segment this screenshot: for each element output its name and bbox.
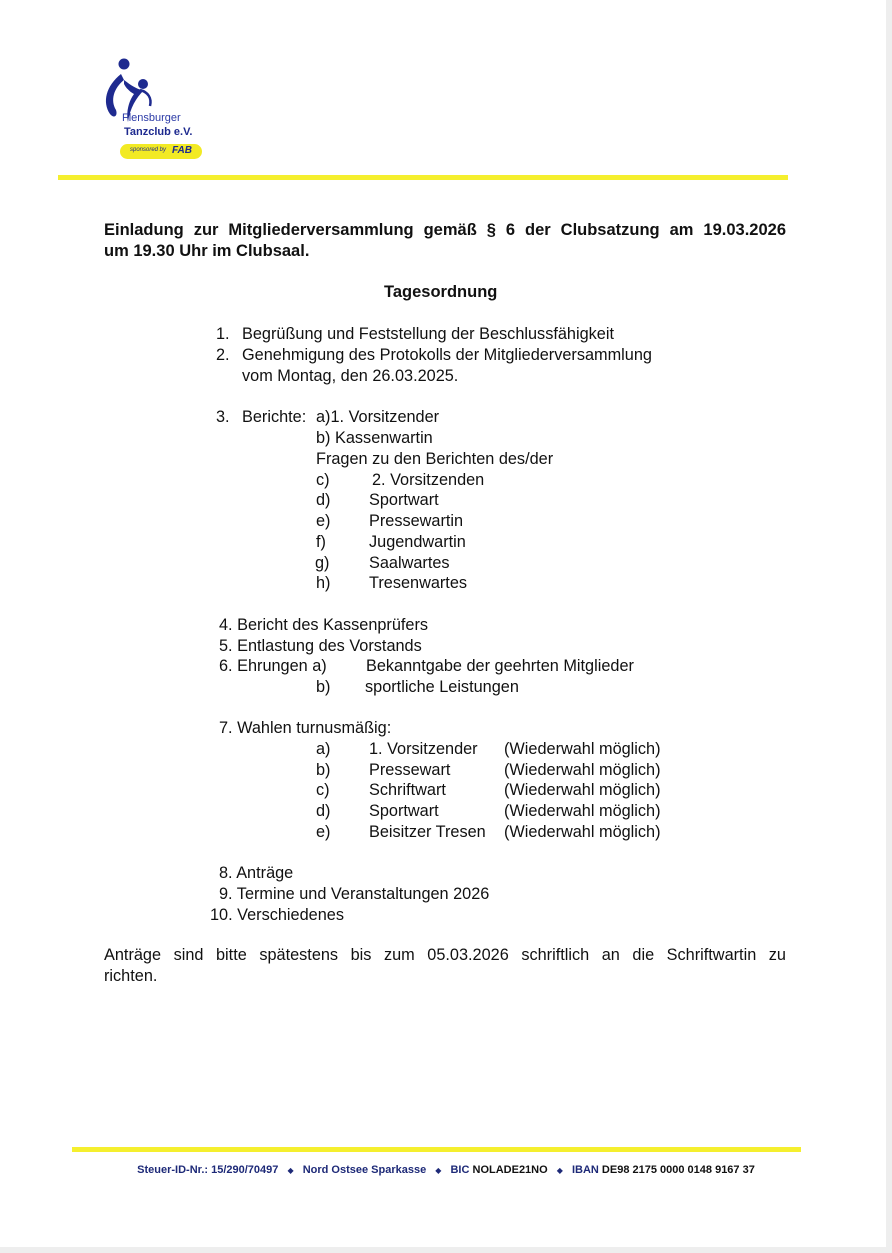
honors-a-text: Bekanntgabe der geehrten Mitglieder xyxy=(366,657,634,675)
report-sub-letter: h) xyxy=(316,574,331,592)
report-a: a)1. Vorsitzender xyxy=(316,408,440,426)
separator-icon: ◆ xyxy=(556,1166,563,1175)
logo-text-club: Tanzclub e.V. xyxy=(124,126,193,138)
footer-iban-label: IBAN xyxy=(571,1164,599,1176)
report-sub-text: Tresenwartes xyxy=(369,574,468,592)
agenda-item-2-number: 2. xyxy=(216,346,230,364)
report-sub-letter: f) xyxy=(316,533,326,551)
election-role: Sportwart xyxy=(369,802,439,820)
election-role: Pressewart xyxy=(369,761,451,779)
footer-bank-name: Nord Ostsee Sparkasse xyxy=(302,1164,427,1176)
heading-line-2: um 19.30 Uhr im Clubsaal. xyxy=(104,242,310,260)
page-edge xyxy=(886,0,892,1253)
agenda-item-2-continuation: vom Montag, den 26.03.2025. xyxy=(242,367,459,385)
election-letter: a) xyxy=(316,740,331,758)
report-sub-text: 2. Vorsitzenden xyxy=(372,471,485,489)
election-note: (Wiederwahl möglich) xyxy=(504,823,661,841)
election-note: (Wiederwahl möglich) xyxy=(504,761,661,779)
election-letter: e) xyxy=(316,823,331,841)
logo-text-city: Flensburger xyxy=(122,112,181,124)
report-sub-letter: e) xyxy=(316,512,331,530)
election-note: (Wiederwahl möglich) xyxy=(504,740,661,758)
sponsor-prefix: sponsored by xyxy=(130,147,167,153)
report-sub-letter: d) xyxy=(316,491,331,509)
separator-icon: ◆ xyxy=(287,1166,294,1175)
report-sub-text: Saalwartes xyxy=(369,554,450,572)
separator-icon: ◆ xyxy=(435,1166,442,1175)
heading-line-1: Einladung zur Mitgliederversammlung gemäß § 6 der Clubsatzung am 19.03.2026 xyxy=(104,221,786,239)
agenda-item-1-text: Begrüßung und Feststellung der Beschlussfähigkeit xyxy=(242,325,614,343)
closing-line-2: richten. xyxy=(104,967,158,985)
election-role: Beisitzer Tresen xyxy=(369,823,486,841)
agenda-item-9: 9. Termine und Veranstaltungen 2026 xyxy=(219,885,490,903)
agenda-item-3-text: Berichte: xyxy=(242,408,307,426)
report-sub-text: Pressewartin xyxy=(369,512,464,530)
report-questions: Fragen zu den Berichten des/der xyxy=(316,450,554,468)
invitation-heading xyxy=(104,220,786,262)
report-b: b) Kassenwartin xyxy=(316,429,433,447)
agenda-item-3-number: 3. xyxy=(216,408,230,426)
club-logo xyxy=(100,56,220,166)
report-sub-text: Sportwart xyxy=(369,491,439,509)
closing-paragraph xyxy=(104,945,786,987)
agenda-item-5: 5. Entlastung des Vorstands xyxy=(219,637,422,655)
election-note: (Wiederwahl möglich) xyxy=(504,781,661,799)
honors-b-letter: b) xyxy=(316,678,331,696)
agenda-item-1-number: 1. xyxy=(216,325,230,343)
agenda-item-6: 6. Ehrungen a) xyxy=(219,657,327,675)
agenda-item-7: 7. Wahlen turnusmäßig: xyxy=(219,719,392,737)
sponsor-badge xyxy=(120,144,202,159)
footer-bank-details xyxy=(0,1164,892,1176)
agenda-item-2-text: Genehmigung des Protokolls der Mitgliederversammlung xyxy=(242,346,652,364)
report-sub-letter: c) xyxy=(316,471,330,489)
agenda-item-4: 4. Bericht des Kassenprüfers xyxy=(219,616,429,634)
agenda-title: Tagesordnung xyxy=(384,283,498,301)
header-divider xyxy=(58,175,788,180)
footer-iban-value: DE98 2175 0000 0148 9167 37 xyxy=(601,1164,755,1176)
report-sub-letter: g) xyxy=(315,554,330,572)
election-letter: c) xyxy=(316,781,330,799)
sponsor-name: FAB xyxy=(172,145,192,156)
closing-line-1: Anträge sind bitte spätestens bis zum 05.03.2026 schriftlich an die Schriftwartin zu xyxy=(104,946,786,964)
footer-divider xyxy=(72,1147,801,1152)
page-bottom-edge xyxy=(0,1247,892,1253)
election-note: (Wiederwahl möglich) xyxy=(504,802,661,820)
election-role: 1. Vorsitzender xyxy=(369,740,478,758)
honors-b-text: sportliche Leistungen xyxy=(365,678,519,696)
report-sub-text: Jugendwartin xyxy=(369,533,466,551)
footer-tax-id: Steuer-ID-Nr.: 15/290/70497 xyxy=(137,1164,279,1176)
agenda-item-8: 8. Anträge xyxy=(219,864,294,882)
footer-bic-value: NOLADE21NO xyxy=(472,1164,548,1176)
election-letter: d) xyxy=(316,802,331,820)
election-role: Schriftwart xyxy=(369,781,446,799)
agenda-item-10: 10. Verschiedenes xyxy=(210,906,344,924)
footer-bic-label: BIC xyxy=(450,1164,470,1176)
election-letter: b) xyxy=(316,761,331,779)
